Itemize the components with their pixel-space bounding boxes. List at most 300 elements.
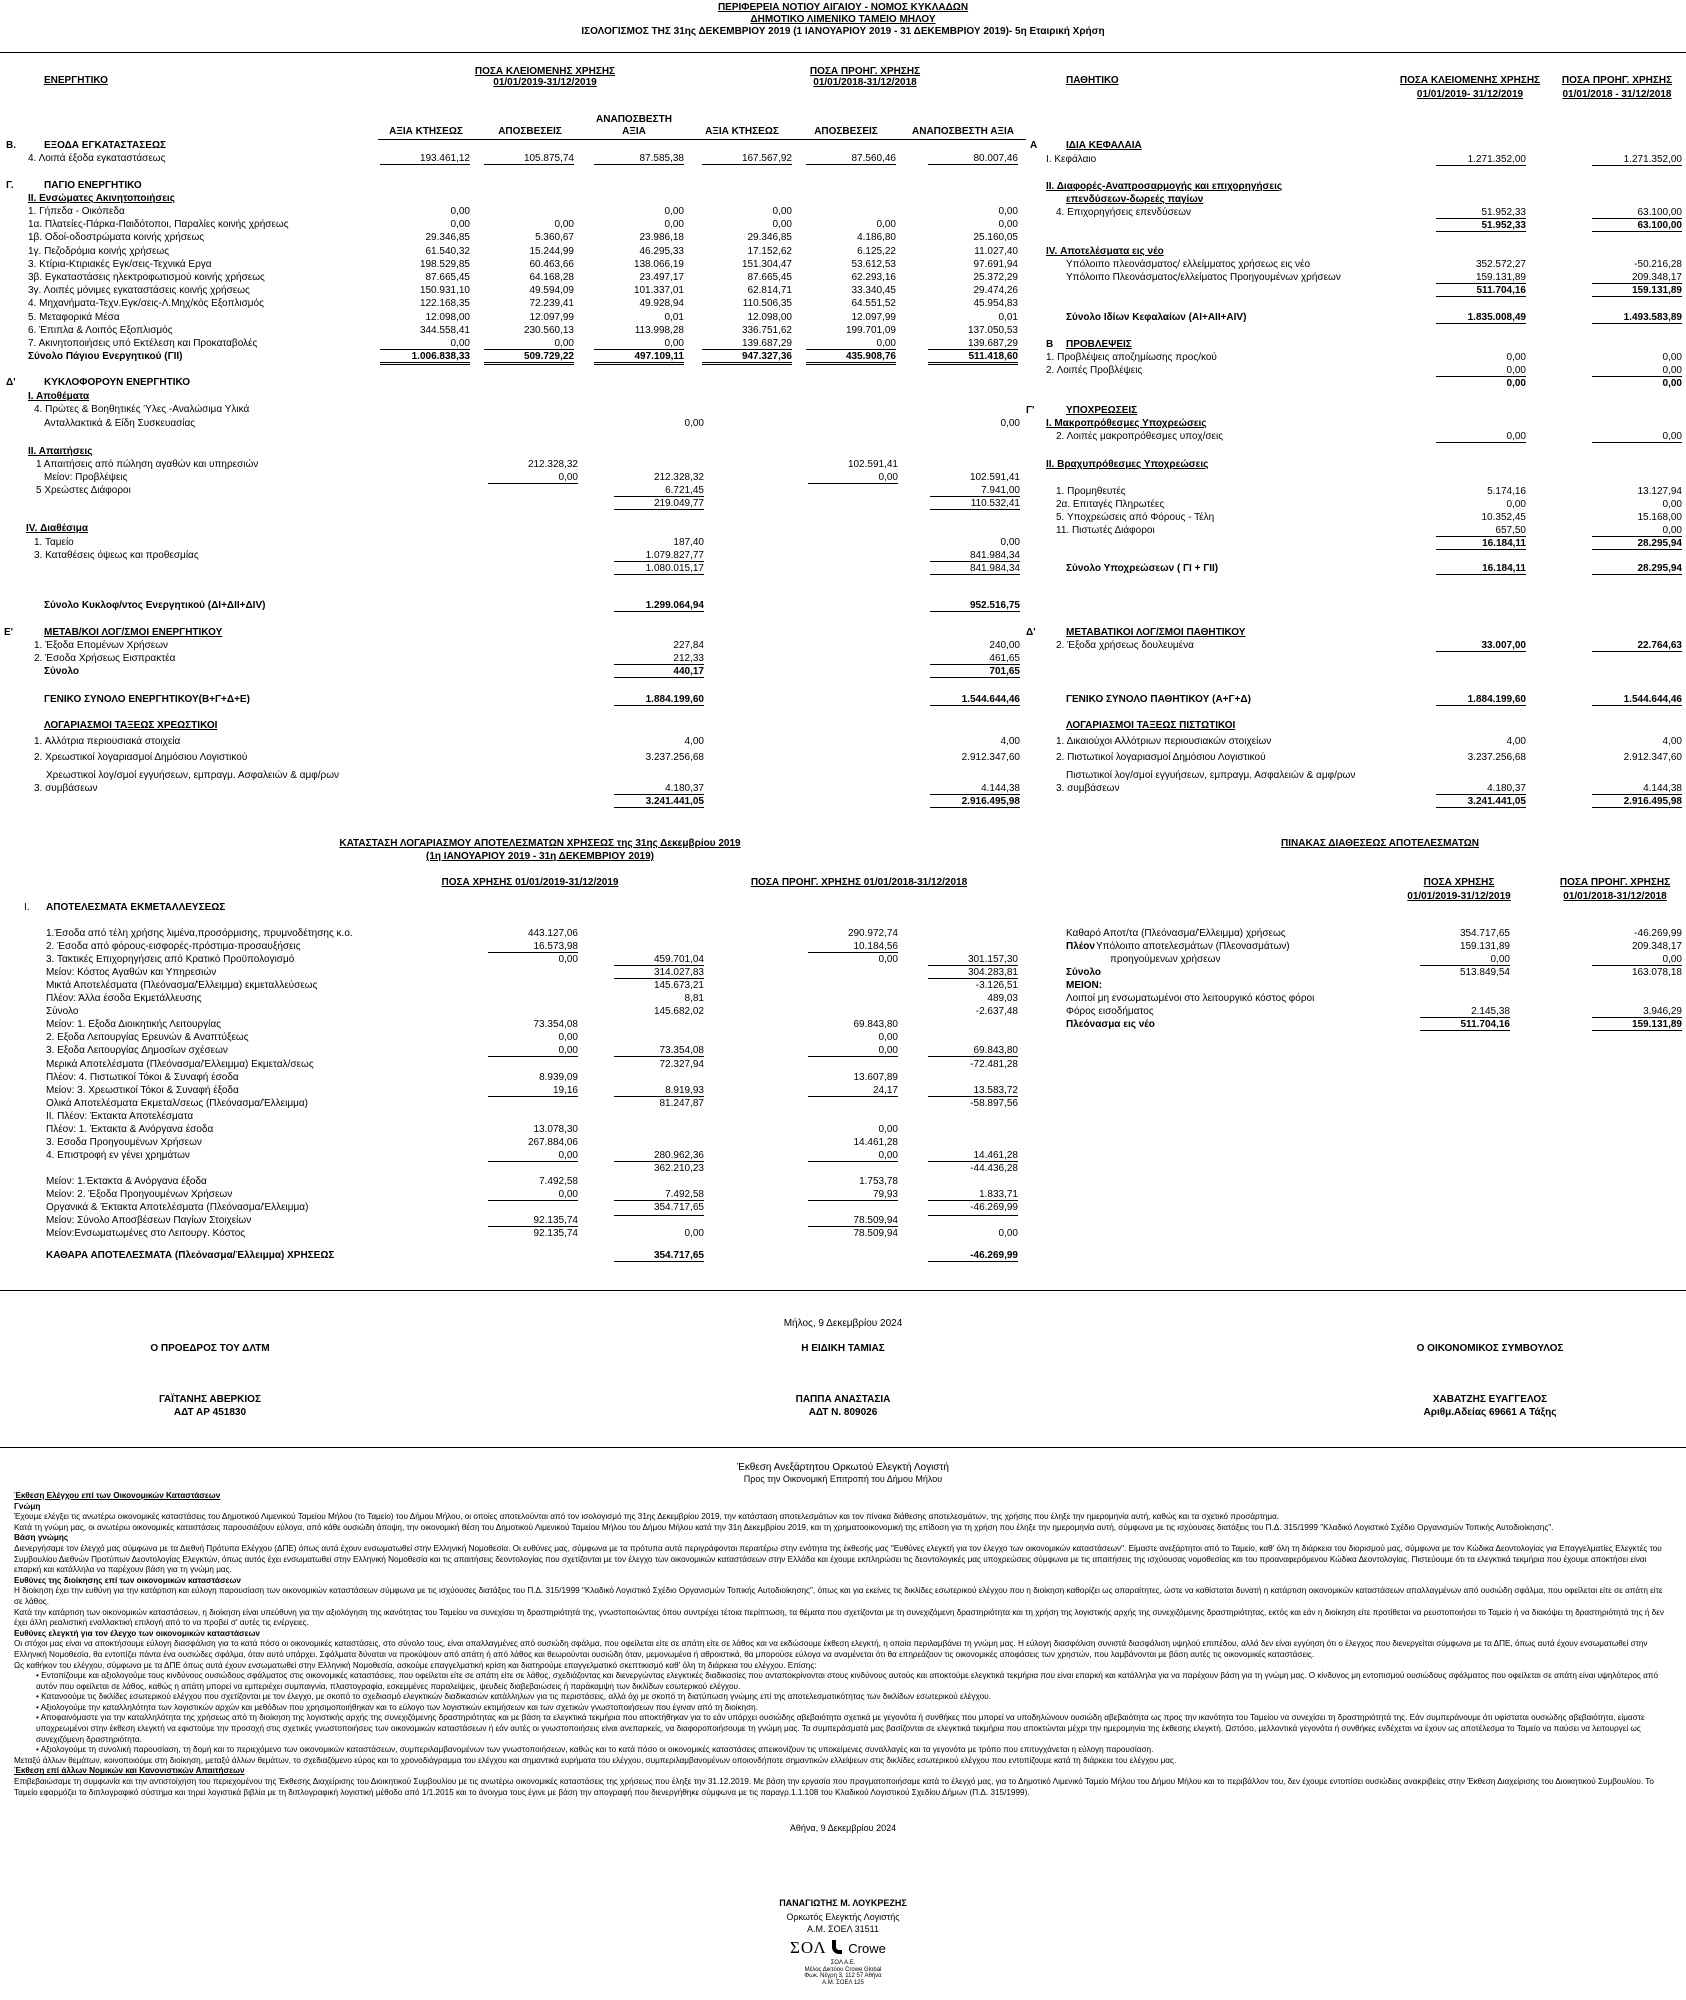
audit-heading: Βάση γνώμης bbox=[14, 1533, 69, 1543]
memo-debit-row3a: Χρεωστικοί λογ/σμοί εγγυήσεων, εμπραγμ. Ασφαλειών & αμφ/ρων bbox=[46, 770, 340, 781]
dist-row8-cur: 511.704,16 bbox=[1420, 1019, 1510, 1031]
asset-row-label: 1γ. Πεζοδρόμια κοινής χρήσεως bbox=[28, 246, 170, 257]
income-row-cur-a: 0,00 bbox=[488, 1150, 578, 1162]
sign-place-date: Μήλος, 9 Δεκεμβρίου 2024 bbox=[783, 1318, 903, 1329]
short-term-row-prev: 0,00 bbox=[1592, 525, 1682, 537]
provisions-row2: 2. Λοιπές Προβλέψεις bbox=[1046, 365, 1143, 376]
asset-row-value: 138.066,19 bbox=[633, 259, 684, 270]
current-assets-total-label: Σύνολο Κυκλοφ/ντος Ενεργητικού (ΔΙ+ΔΙΙ+ΔΙV) bbox=[44, 600, 266, 611]
memo-debit-row3-prev: 4.144,38 bbox=[930, 783, 1020, 795]
asset-row-value: 1.006.838,33 bbox=[380, 351, 470, 365]
audit-paragraph: Η διοίκηση έχει την ευθύνη για την κατάρτιση και εύλογη παρουσίαση των οικονομικών καταστάσεων σύμφωνα με τις ισχύουσες διατάξεις του Π.Δ. 315/1999 "Κλαδικό Λογιστικό Σχέδιο Οργανισμών Τοπικής Αυτοδιοίκησης", όπως και για εκείνες τις δικλίδες εσωτερικού ελέγχου που η διοίκηση καθορίζει ως απαραίτητες, ώστε να καθίσταται δυνατή η κατάρτιση οικονομικών καταστάσεων απαλλαγμένων από ουσιώδη σφάλμα, που οφείλεται είτε σε απάτη είτε σε λάθος. bbox=[14, 1586, 1663, 1606]
current-assets-total-prev: 952.516,75 bbox=[930, 600, 1020, 612]
income-row-label: Μείον: 1. Εξοδα Διοικητικής Λειτουργίας bbox=[46, 1019, 221, 1030]
grand-assets-label: ΓΕΝΙΚΟ ΣΥΝΟΛΟ ΕΝΕΡΓΗΤΙΚΟΥ(Β+Γ+Δ+Ε) bbox=[44, 694, 250, 705]
asset-row-label: 1α. Πλατείες-Πάρκα-Παιδότοποι, Παραλίες κοινής χρήσεως bbox=[28, 219, 289, 230]
income-row-cur-a: 443.127,06 bbox=[527, 928, 578, 939]
memo-debit-total-cur: 3.241.441,05 bbox=[614, 796, 704, 808]
cash-total-prev: 841.984,34 bbox=[930, 563, 1020, 575]
asset-row-label: ΕΞΟΔΑ ΕΓΚΑΤΑΣΤΑΣΕΩΣ bbox=[44, 140, 166, 151]
header-line3: ΙΣΟΛΟΓΙΣΜΟΣ ΤΗΣ 31ης ΔΕΚΕΜΒΡΙΟΥ 2019 (1 ΙΑΝΟΥΑΡΙΟΥ 2019 - 31 ΔΕΚΕΜΒΡΙΟΥ 2019)- 5η Εταιρική Χρήση bbox=[581, 26, 1105, 37]
section-label: Β. bbox=[6, 140, 16, 151]
income-row-prev-b: 489,03 bbox=[987, 993, 1018, 1004]
income-row-cur-a: 19,16 bbox=[488, 1085, 578, 1097]
dist-row5: ΜΕΙΟΝ: bbox=[1066, 980, 1103, 991]
firm-logo bbox=[790, 1938, 900, 1958]
income-title1: ΚΑΤΑΣΤΑΣΗ ΛΟΓΑΡΙΑΣΜΟΥ ΑΠΟΤΕΛΕΣΜΑΤΩΝ ΧΡΗΣΕΩΣ της 31ης Δεκεμβρίου 2019 bbox=[339, 838, 741, 849]
audit-heading: Ευθύνες της διοίκησης επί των οικονομικών καταστάσεων bbox=[14, 1575, 241, 1585]
equity-total-label: Σύνολο Ιδίων Κεφαλαίων (ΑΙ+ΑΙΙ+ΑΙV) bbox=[1066, 312, 1247, 323]
dist-row3-cur: 0,00 bbox=[1420, 954, 1510, 966]
audit-bullet: • Αποφαινόμαστε για την καταλληλότητα της χρήσεως από τη διοίκηση της λογιστικής αρχής της συνεχιζόμενης δραστηριότητας και με βάση τα ελεγκτικά τεκμήρια που αποκτήθηκαν για το εάν υπάρχει ουσιώδης αβεβαιότητα σχετικά με γεγονότα ή συνθήκες που μπορεί να υποδηλώνουν ουσιώδη αβεβαιότητα ως προς την ικανότητα του Ταμείου να συνεχίσει τη δραστηριότητά της. Εάν συμπεράνουμε ότι υφίσταται ουσιώδης αβεβαιότητα, είμαστε υποχρεωμένοι στην έκθεση ελεγκτή να εφιστούμε την προσοχή στις σχετικές γνωστοποιήσεις των οικονομικών καταστάσεων ή εάν αυτές οι γνωστοποιήσεις είναι ανεπαρκείς, να διαφοροποιήσουμε τη γνώμη μας. Τα συμπεράσματά μας βασίζονται σε ελεγκτικά τεκμήρια που αποκτώνται μέχρι την ημερομηνία της έκθεσης ελεγκτή. Ωστόσο, μελλοντικά γεγονότα ή συνθήκες ενδέχεται να έχουν ως αποτέλεσμα το Ταμείο να παύσει να λειτουργεί ως συνεχιζόμενη δραστηριότητα. bbox=[36, 1713, 1645, 1744]
asset-row-value: 25.160,05 bbox=[973, 232, 1018, 243]
dist-row3-prev: 0,00 bbox=[1592, 954, 1682, 966]
income-row-cur-a: 7.492,58 bbox=[539, 1176, 578, 1187]
col-dep-cur: ΑΠΟΣΒΕΣΕΙΣ bbox=[498, 126, 562, 137]
inventory-row2: Ανταλλακτικά & Είδη Συσκευασίας bbox=[44, 418, 196, 429]
asset-row-label: ΠΑΓΙΟ ΕΝΕΡΓΗΤΙΚΟ bbox=[44, 180, 142, 191]
receivables-row2-cur-a: 0,00 bbox=[488, 472, 578, 484]
accruals-row2-cur: 212,33 bbox=[614, 653, 704, 665]
income-row-label: Πλέον: 1. Έκτακτα & Ανόργανα έσοδα bbox=[46, 1124, 214, 1135]
asset-row-value: 15.244,99 bbox=[529, 246, 574, 257]
audit-bullet: • Κατανοούμε τις δικλίδες εσωτερικού ελέγχου που σχετίζονται με τον έλεγχο, με σκοπό το σχεδιασμό ελεγκτικών διαδικασιών κατάλληλων για τις περιστάσεις, αλλά όχι με σκοπό τη διατύπωση γνώμης επί της αποτελεσματικότητας των δικλίδων εσωτερικού ελέγχου. bbox=[36, 1692, 991, 1702]
provisions-row1-cur: 0,00 bbox=[1506, 352, 1526, 363]
memo-debit-row1: 1. Αλλότρια περιουσιακά στοιχεία bbox=[34, 736, 181, 747]
income-row-prev-a: 10.184,56 bbox=[808, 941, 898, 953]
asset-row-value: 110.506,35 bbox=[742, 298, 792, 309]
income-row-cur-b: 145.682,02 bbox=[653, 1006, 704, 1017]
liab-prev-period: 01/01/2018 - 31/12/2018 bbox=[1562, 89, 1672, 100]
accruals-total-label: Σύνολο bbox=[44, 666, 80, 677]
accruals-row1-cur: 227,84 bbox=[673, 640, 704, 651]
income-section-title: ΑΠΟΤΕΛΕΣΜΑΤΑ ΕΚΜΕΤΑΛΛΕΥΣΕΩΣ bbox=[46, 902, 226, 913]
sign3-id: Αριθμ.Αδείας 69661 Α Τάξης bbox=[1423, 1407, 1557, 1418]
income-row-prev-b: 69.843,80 bbox=[928, 1045, 1018, 1057]
audit-paragraph: Ως καθήκον του ελέγχου, σύμφωνα με τα ΔΠΕ όπως αυτά έχουν ενσωματωθεί στην Ελληνική Νομοθεσία, ασκούμε επαγγελματική κρίση και διατηρούμε επαγγελματικό σκεπτικισμό καθ' όλη τη διάρκεια του ελέγχου. Επίσης: bbox=[14, 1660, 817, 1670]
short-term-row-label: 11. Πιστωτές Διάφοροι bbox=[1056, 525, 1155, 536]
firm-line: ΣΟΛ Α.Ε. bbox=[830, 1960, 856, 1966]
income-row-label: Μείον: Κόστος Αγαθών και Υπηρεσιών bbox=[46, 967, 217, 978]
asset-row-value: 139.687,29 bbox=[702, 338, 792, 350]
firm-details bbox=[760, 1960, 926, 1986]
dist-row4-cur: 513.849,54 bbox=[1459, 967, 1510, 978]
logo-text: ΣΟΛ bbox=[790, 1938, 827, 1957]
income-row-prev-b: 14.461,28 bbox=[928, 1150, 1018, 1162]
asset-row-value: 0,00 bbox=[484, 338, 574, 350]
asset-row-value: 12.098,00 bbox=[425, 312, 470, 323]
asset-row-value: 25.372,29 bbox=[973, 272, 1018, 283]
asset-row-value: 49.594,09 bbox=[529, 285, 574, 296]
asset-row-value: 0,00 bbox=[998, 219, 1018, 230]
income-row-prev-a: 14.461,28 bbox=[853, 1137, 898, 1148]
grants-row1: 4. Επιχορηγήσεις επενδύσεων bbox=[1056, 207, 1191, 218]
dist-row8: Πλεόνασμα εις νέο bbox=[1066, 1019, 1155, 1030]
col-cost-prev: ΑΞΙΑ ΚΤΗΣΕΩΣ bbox=[705, 126, 779, 137]
asset-row-value: 0,00 bbox=[772, 206, 792, 217]
equity-total-prev: 1.493.583,89 bbox=[1592, 312, 1682, 324]
prev-year-period: 01/01/2018-31/12/2018 bbox=[813, 77, 917, 88]
receivables-row3: 5 Χρεώστες Διάφοροι bbox=[36, 485, 131, 496]
asset-row-value: 17.152,62 bbox=[747, 246, 792, 257]
short-term-total-prev: 28.295,94 bbox=[1592, 538, 1682, 550]
accruals-liab-row1-cur: 33.007,00 bbox=[1436, 640, 1526, 652]
short-term-total-cur: 16.184,11 bbox=[1436, 538, 1526, 550]
sign2-role: Η ΕΙΔΙΚΗ ΤΑΜΙΑΣ bbox=[801, 1343, 885, 1354]
memo-credit-row2-prev: 2.912.347,60 bbox=[1623, 752, 1682, 763]
section-d-label: Δ' bbox=[6, 377, 16, 388]
income-row-prev-b: -46.269,99 bbox=[970, 1202, 1018, 1213]
asset-row-value: 139.687,29 bbox=[928, 338, 1018, 350]
income-row-cur-a: 0,00 bbox=[558, 1032, 578, 1043]
asset-row-value: 0,00 bbox=[772, 219, 792, 230]
prev-year-label: ΠΟΣΑ ΠΡΟΗΓ. ΧΡΗΣΗΣ bbox=[809, 66, 921, 77]
asset-row-value: 150.931,10 bbox=[419, 285, 470, 296]
dist-row1-cur: 354.717,65 bbox=[1459, 928, 1510, 939]
memo-credit-row3-prev: 4.144,38 bbox=[1592, 783, 1682, 795]
col-net-cur-bottom: ΑΞΙΑ bbox=[622, 126, 646, 137]
asset-row-value: 509.729,22 bbox=[484, 351, 574, 365]
income-row-cur-b: 8.919,93 bbox=[614, 1085, 704, 1097]
sign1-role: Ο ΠΡΟΕΔΡΟΣ ΤΟΥ ΔΛΤΜ bbox=[150, 1343, 270, 1354]
asset-row-value: 53.612,53 bbox=[851, 259, 896, 270]
grand-liab-prev: 1.544.644,46 bbox=[1592, 694, 1682, 706]
memo-debit-row1-cur: 4,00 bbox=[684, 736, 704, 747]
income-row-prev-b: -72.481,28 bbox=[970, 1059, 1018, 1070]
dist-prev-period: 01/01/2018-31/12/2018 bbox=[1563, 891, 1667, 902]
asset-row-value: 6.125,22 bbox=[857, 246, 896, 257]
firm-line: Α.Μ. ΣΟΕΛ 125 bbox=[822, 1979, 864, 1986]
dist-row1-prev: -46.269,99 bbox=[1634, 928, 1682, 939]
grand-liab-cur: 1.884.199,60 bbox=[1436, 694, 1526, 706]
dist-row4: Σύνολο bbox=[1066, 967, 1102, 978]
section-a-label: Α bbox=[1030, 140, 1038, 151]
audit-title: Έκθεση Ανεξάρτητου Ορκωτού Ελεγκτή Λογιστή bbox=[737, 1462, 949, 1473]
results-row1-cur: 352.572,27 bbox=[1475, 259, 1526, 270]
results-row1-prev: -50.216,28 bbox=[1634, 259, 1682, 270]
col-net-cur-top: ΑΝΑΠΟΣΒΕΣΤΗ bbox=[596, 114, 672, 125]
income-row-prev-a: 24,17 bbox=[808, 1085, 898, 1097]
asset-row-value: 0,01 bbox=[998, 312, 1018, 323]
dist-row6: Λοιποί μη ενσωματωμένοι στο λειτουργικό κόστος φόροι bbox=[1066, 993, 1315, 1004]
dist-prev-head: ΠΟΣΑ ΠΡΟΗΓ. ΧΡΗΣΗΣ bbox=[1559, 877, 1671, 888]
results-total-cur: 511.704,16 bbox=[1436, 285, 1526, 297]
asset-row-value: 49.928,94 bbox=[639, 298, 684, 309]
liab-cur-period: 01/01/2019- 31/12/2019 bbox=[1416, 89, 1524, 100]
asset-row-value: 23.497,17 bbox=[639, 272, 684, 283]
memo-debit-row1-prev: 4,00 bbox=[1000, 736, 1020, 747]
income-row-cur-b: 362.210,23 bbox=[653, 1163, 704, 1174]
dist-cur-head: ΠΟΣΑ ΧΡΗΣΗΣ bbox=[1423, 877, 1495, 888]
short-term-row-cur: 5.174,16 bbox=[1487, 486, 1526, 497]
equity-total-cur: 1.835.008,49 bbox=[1436, 312, 1526, 324]
accruals-liab-row1-prev: 22.764,63 bbox=[1592, 640, 1682, 652]
long-term-row1: 2. Λοιπές μακροπρόθεσμες υποχ/σεις bbox=[1056, 431, 1224, 442]
col-dep-prev: ΑΠΟΣΒΕΣΕΙΣ bbox=[814, 126, 878, 137]
asset-row-value: 122.168,35 bbox=[419, 298, 470, 309]
memo-credit-row3a: Πιστωτικοί λογ/σμοί εγγυήσεων, εμπραγμ. Ασφαλειών & αμφ/ρων bbox=[1066, 770, 1356, 781]
cash-row1-prev: 0,00 bbox=[1000, 537, 1020, 548]
asset-row-value: 45.954,83 bbox=[973, 298, 1018, 309]
receivables-row1: 1 Απαιτήσεις από πώληση αγαθών και υπηρεσιών bbox=[36, 459, 259, 470]
header-line1: ΠΕΡΙΦΕΡΕΙΑ ΝΟΤΙΟΥ ΑΙΓΑΙΟΥ - ΝΟΜΟΣ ΚΥΚΛΑΔΩΝ bbox=[717, 2, 969, 13]
grants-row1-prev: 63.100,00 bbox=[1592, 207, 1682, 219]
audit-paragraph: Έχουμε ελέγξει τις ανωτέρω οικονομικές καταστάσεις του Δημοτικού Λιμενικού Ταμείου Μήλου (το Ταμείο) του Δήμου Μήλου, οι οποίες αποτελούνται από τον ισολογισμό της 31ης Δεκεμβρίου 2019, την κατάσταση αποτελεσμάτων και τον πίνακα διάθεσης αποτελεσμάτων, της χρήσης που έληξε την ημερομηνία αυτή, καθώς και τα σχετικό προσάρτημα. bbox=[14, 1512, 1280, 1522]
asset-row-value: 0,00 bbox=[450, 206, 470, 217]
cash-title: ΙV. Διαθέσιμα bbox=[26, 523, 89, 534]
liab-cur-label: ΠΟΣΑ ΚΛΕΙΟΜΕΝΗΣ ΧΡΗΣΗΣ bbox=[1399, 75, 1541, 86]
asset-row-value: 198.529,85 bbox=[419, 259, 470, 270]
net-result-label: ΚΑΘΑΡΑ ΑΠΟΤΕΛΕΣΜΑΤΑ (Πλεόνασμα/Έλλειμμα) ΧΡΗΣΕΩΣ bbox=[46, 1250, 335, 1261]
income-row-cur-b: 354.717,65 bbox=[653, 1202, 704, 1213]
divider bbox=[378, 139, 1026, 140]
income-row-cur-a: 267.884,06 bbox=[527, 1137, 578, 1148]
income-row-cur-b: 145.673,21 bbox=[653, 980, 704, 991]
audit-bullet: • Αξιολογούμε την καταλληλότητα των λογιστικών αρχών και μεθόδων που χρησιμοποιήθηκαν και το εύλογο των λογιστικών εκτιμήσεων και των σχετικών γνωστοποιήσεων που έγιναν από τη διοίκηση. bbox=[36, 1702, 758, 1712]
memo-credit-row1-prev: 4,00 bbox=[1662, 736, 1682, 747]
asset-row-value: 511.418,60 bbox=[928, 351, 1018, 365]
asset-row-value: 5.360,67 bbox=[535, 232, 574, 243]
income-row-prev-b: -3.126,51 bbox=[975, 980, 1018, 991]
income-row-prev-b: -44.436,28 bbox=[970, 1163, 1018, 1174]
audit-paragraph: Μεταξύ άλλων θεμάτων, κοινοποιούμε στη διοίκηση, μεταξύ άλλων θεμάτων, το σχεδιαζόμενο εύρος και το χρονοδιάγραμμα του ελέγχου και σημαντικά ευρήματα του ελέγχου, συμπεριλαμβανομένων οποιονδήποτε σημαντικών ελλείψεων στις δικλίδες εσωτερικού ελέγχου που εντοπίζουμε κατά τη διάρκεια του ελέγχου μας. bbox=[14, 1755, 1177, 1765]
dist-row8-prev: 159.131,89 bbox=[1592, 1019, 1682, 1031]
dist-row4-prev: 163.078,18 bbox=[1631, 967, 1682, 978]
grants-row1-cur: 51.952,33 bbox=[1436, 207, 1526, 219]
col-net-prev: ΑΝΑΠΟΣΒΕΣΤΗ ΑΞΙΑ bbox=[912, 126, 1014, 137]
short-term-row-cur: 10.352,45 bbox=[1481, 512, 1526, 523]
asset-row-value: 0,00 bbox=[594, 338, 684, 350]
asset-row-value: 199.701,09 bbox=[845, 325, 896, 336]
distribution-title: ΠΙΝΑΚΑΣ ΔΙΑΘΕΣΕΩΣ ΑΠΟΤΕΛΕΣΜΑΤΩΝ bbox=[1281, 838, 1479, 849]
memo-credit-row3-cur: 4.180,37 bbox=[1436, 783, 1526, 795]
income-row-prev-a: 78.509,94 bbox=[853, 1228, 898, 1239]
memo-credit-row3b: 3. συμβάσεων bbox=[1056, 783, 1120, 794]
income-row-label: Μείον: 2. Έξοδα Προηγουμένων Χρήσεων bbox=[46, 1189, 233, 1200]
income-row-cur-b: 72.327,94 bbox=[659, 1059, 704, 1070]
liabilities-total-cur: 16.184,11 bbox=[1436, 563, 1526, 575]
income-row-label: 2. Έσοδα από φόρους-εισφορές-πρόστιμα-προσαυξήσεις bbox=[46, 941, 301, 952]
liab-prev-label: ΠΟΣΑ ΠΡΟΗΓ. ΧΡΗΣΗΣ bbox=[1561, 75, 1673, 86]
asset-row-value: 80.007,46 bbox=[928, 153, 1018, 165]
income-row-cur-a: 8.939,09 bbox=[539, 1072, 578, 1083]
asset-row-value: 4.186,80 bbox=[857, 232, 896, 243]
dist-cur-period: 01/01/2019-31/12/2019 bbox=[1407, 891, 1511, 902]
asset-row-value: 0,00 bbox=[554, 219, 574, 230]
asset-row-value: 151.304,47 bbox=[741, 259, 792, 270]
accruals-row2: 2. Έσοδα Χρήσεως Εισπρακτέα bbox=[34, 653, 176, 664]
memo-credit-title: ΛΟΓΑΡΙΑΣΜΟΙ ΤΑΞΕΩΣ ΠΙΣΤΩΤΙΚΟΙ bbox=[1066, 720, 1236, 731]
income-row-label: Μείον: 1.Έκτακτα & Ανόργανα έξοδα bbox=[46, 1176, 207, 1187]
sign2-name: ΠΑΠΠΑ ΑΝΑΣΤΑΣΙΑ bbox=[795, 1394, 891, 1405]
income-row-cur-a: 13.078,30 bbox=[533, 1124, 578, 1135]
divider bbox=[0, 52, 1686, 53]
income-title2: (1η ΙΑΝΟΥΑΡΙΟΥ 2019 - 31η ΔΕΚΕΜΒΡΙΟΥ 2019) bbox=[426, 851, 654, 862]
audit-paragraph: Επιβεβαιώσαμε τη συμφωνία και την αντιστοίχηση του περιεχομένου της Έκθεσης Διαχείρισης του Διοικητικού Συμβουλίου με τις ανωτέρω οικονομικές καταστάσεις της χρήσεως που έληξε την 31.12.2019. Με βάση την εργασία που πραγματοποιήσαμε κατά το έλεγχό μας, για το Δημοτικό Λιμενικό Ταμείο Μήλου του Δήμου Μήλου και το περιβάλλον του, δεν έχουμε εντοπίσει ουσιώδεις ανακριβείες στην Έκθεση Διαχείρισης του Διοικητικού Συμβουλίου. Το Ταμείο εφαρμόζει το διπλογραφικό σύστημα και τηρεί λογιστικά βιβλία με τη διπλογραφική λογιστική μέθοδο από 1/1.2015 και το άνοιγμα τους έγινε με βάση την απογραφή που διενεργήθηκε σύμφωνα με τις παραγρ.1.1.108 του Κλαδικού Λογιστικού Σχεδίου Δήμων (Π.Δ. 315/1999). bbox=[14, 1777, 1654, 1797]
memo-debit-total-prev: 2.916.495,98 bbox=[930, 796, 1020, 808]
short-term-row-cur: 0,00 bbox=[1506, 499, 1526, 510]
liabilities-title: ΥΠΟΧΡΕΩΣΕΙΣ bbox=[1066, 405, 1138, 416]
auditor-title: Ορκωτός Ελεγκτής Λογιστής bbox=[786, 1912, 900, 1922]
grants-title2: επενδύσεων-δωρεές παγίων bbox=[1066, 194, 1204, 205]
asset-row-value: 12.098,00 bbox=[747, 312, 792, 323]
divider bbox=[0, 1447, 1686, 1448]
grand-liab-label: ΓΕΝΙΚΟ ΣΥΝΟΛΟ ΠΑΘΗΤΙΚΟΥ (Α+Γ+Δ) bbox=[1066, 694, 1251, 705]
asset-row-value: 0,00 bbox=[664, 219, 684, 230]
provisions-row1-prev: 0,00 bbox=[1662, 352, 1682, 363]
income-row-cur-a: 0,00 bbox=[488, 1189, 578, 1201]
grand-assets-prev: 1.544.644,46 bbox=[930, 694, 1020, 706]
income-prev-head: ΠΟΣΑ ΠΡΟΗΓ. ΧΡΗΣΗΣ 01/01/2018-31/12/2018 bbox=[750, 877, 968, 888]
asset-row-value: 497.109,11 bbox=[594, 351, 684, 365]
col-cost-cur: ΑΞΙΑ ΚΤΗΣΕΩΣ bbox=[389, 126, 463, 137]
receivables-row3-cur: 6.721,45 bbox=[614, 485, 704, 497]
crowe-mark-icon bbox=[832, 1940, 842, 1954]
audit-heading: Ευθύνες ελεγκτή για τον έλεγχο των οικονομικών καταστάσεων bbox=[14, 1628, 260, 1638]
income-row-label: Οργανικά & Έκτακτα Αποτελέσματα (Πλεόνασμα/Έλλειμμα) bbox=[46, 1202, 309, 1213]
current-assets-title: ΚΥΚΛΟΦΟΡΟΥΝ ΕΝΕΡΓΗΤΙΚΟ bbox=[44, 377, 191, 388]
income-row-prev-a: 1.753,78 bbox=[859, 1176, 898, 1187]
results-row1: Υπόλοιπο πλεονάσματος/ ελλείμματος χρήσεως εις νέο bbox=[1066, 259, 1311, 270]
current-assets-total-cur: 1.299.064,94 bbox=[614, 600, 704, 612]
asset-row-value: 64.551,52 bbox=[851, 298, 896, 309]
asset-row-value: 167.567,92 bbox=[702, 153, 792, 165]
asset-row-value: 11.027,40 bbox=[974, 246, 1018, 257]
asset-row-value: 101.337,01 bbox=[633, 285, 684, 296]
income-cur-head: ΠΟΣΑ ΧΡΗΣΗΣ 01/01/2019-31/12/2019 bbox=[441, 877, 619, 888]
income-row-prev-b: 0,00 bbox=[998, 1228, 1018, 1239]
short-term-row-prev: 15.168,00 bbox=[1637, 512, 1682, 523]
asset-row-label: 3γ. Λοιπές μόνιμες εγκαταστάσεις κοινής χρήσεως bbox=[28, 285, 250, 296]
income-row-label: 3. Εξοδα Λειτουργίας Δημοσίων σχέσεων bbox=[46, 1045, 228, 1056]
memo-debit-title: ΛΟΓΑΡΙΑΣΜΟΙ ΤΑΞΕΩΣ ΧΡΕΩΣΤΙΚΟΙ bbox=[44, 720, 218, 731]
receivables-row3-prev: 7.941,00 bbox=[930, 485, 1020, 497]
dist-row2-prev: 209.348,17 bbox=[1631, 941, 1682, 952]
receivables-total-cur: 219.049,77 bbox=[614, 498, 704, 510]
dist-row7-prev: 3.946,29 bbox=[1592, 1006, 1682, 1018]
asset-row-value: 344.558,41 bbox=[419, 325, 470, 336]
short-term-row-label: 2α. Επιταγές Πληρωτέες bbox=[1056, 499, 1165, 510]
liabilities-total-prev: 28.295,94 bbox=[1592, 563, 1682, 575]
audit-paragraph: Κατά τη γνώμη μας, οι ανωτέρω οικονομικές καταστάσεις παρουσιάζουν εύλογα, από κάθε ουσιώδη άποψη, την οικονομική θέση του Δημοτικού Λιμενικού Ταμείου Μήλου του Δήμου Μήλου κατά την 31η Δεκεμβρίου 2019, και τη χρηματοοικονομική της επίδοση για τη χρήση που έληξε την ημερομηνία αυτή, σύμφωνα με τις ισχύουσες διατάξεις του Π.Δ. 315/1999 "Κλαδικό Λογιστικό Σχέδιο Οργανισμών Τοπικής Αυτοδιοίκησης". bbox=[14, 1522, 1554, 1532]
asset-row-label: 4. Μηχανήματα-Τεχν.Εγκ/σεις-Λ.Μηχ/κός Εξοπλισμός bbox=[28, 298, 264, 309]
income-row-label: Μείον: Σύνολο Αποσβέσεων Παγίων Στοιχείων bbox=[46, 1215, 252, 1226]
memo-credit-total-prev: 2.916.495,98 bbox=[1592, 796, 1682, 808]
section-e-label: Ε' bbox=[4, 627, 14, 638]
income-row-label: Πλέον: 4. Πιστωτικοί Τόκοι & Συναφή έσοδα bbox=[46, 1072, 239, 1083]
accruals-liab-row1: 2. Έξοδα χρήσεως δουλευμένα bbox=[1056, 640, 1194, 651]
income-row-cur-b: 73.354,08 bbox=[614, 1045, 704, 1057]
asset-row-label: 6. Έπιπλα & Λοιπός Εξοπλισμός bbox=[28, 325, 173, 336]
income-row-prev-a: 0,00 bbox=[808, 1150, 898, 1162]
income-row-label: 4. Επιστροφή εν γένει χρημάτων bbox=[46, 1150, 190, 1161]
section-label: Γ. bbox=[6, 180, 14, 191]
sign2-id: ΑΔΤ Ν. 809026 bbox=[808, 1407, 878, 1418]
asset-row-value: 87.665,45 bbox=[425, 272, 470, 283]
income-row-cur-b bbox=[614, 1215, 704, 1216]
income-row-prev-a: 0,00 bbox=[878, 1032, 898, 1043]
income-row-cur-a: 0,00 bbox=[558, 954, 578, 965]
dist-row2-cur: 159.131,89 bbox=[1459, 941, 1510, 952]
asset-row-value: 0,01 bbox=[664, 312, 684, 323]
receivables-title: ΙΙ. Απαιτήσεις bbox=[28, 446, 93, 457]
dist-row7-cur: 2.145,38 bbox=[1420, 1006, 1510, 1018]
long-term-title: Ι. Μακροπρόθεσμες Υποχρεώσεις bbox=[1046, 418, 1207, 429]
asset-row-value: 113.998,28 bbox=[634, 325, 684, 336]
accruals-row2-prev: 461,65 bbox=[930, 653, 1020, 665]
income-row-prev-b bbox=[928, 1215, 1018, 1216]
income-row-cur-b: 8,81 bbox=[684, 993, 704, 1004]
asset-row-value: 72.239,41 bbox=[529, 298, 574, 309]
cash-row2-cur: 1.079.827,77 bbox=[614, 550, 704, 562]
memo-credit-row1-cur: 4,00 bbox=[1506, 736, 1526, 747]
asset-row-value: 230.560,13 bbox=[523, 325, 574, 336]
income-row-prev-a: 78.509,94 bbox=[808, 1215, 898, 1227]
income-row-cur-b: 0,00 bbox=[684, 1228, 704, 1239]
provisions-row2-cur: 0,00 bbox=[1436, 365, 1526, 377]
memo-debit-row3-cur: 4.180,37 bbox=[614, 783, 704, 795]
inventory-row1: 4. Πρώτες & Βοηθητικές Ύλες -Αναλώσιμα Υλικά bbox=[34, 404, 250, 415]
liab-title: ΠΑΘΗΤΙΚΟ bbox=[1066, 75, 1119, 86]
sign3-name: ΧΑΒΑΤΖΗΣ ΕΥΑΓΓΕΛΟΣ bbox=[1432, 1394, 1548, 1405]
asset-row-value: 87.585,38 bbox=[594, 153, 684, 165]
audit-paragraph: Διενεργήσαμε τον έλεγχό μας σύμφωνα με τα Διεθνή Πρότυπα Ελέγχου (ΔΠΕ) όπως αυτά έχουν ενσωματωθεί στην Ελληνική Νομοθεσία. Οι ευθύνες μας, σύμφωνα με τα πρότυπα αυτά περιγράφονται περαιτέρω στην ενότητα της έκθεσής μας "Ευθύνες ελεγκτή για τον έλεγχο των οικονομικών καταστάσεων". Είμαστε ανεξάρτητοι από το Ταμείο, καθ' όλη τη διάρκεια του διορισμού μας, σύμφωνα με τον Κώδικα Δεοντολογίας για Επαγγελματίες Ελεγκτές του Συμβουλίου Διεθνών Προτύπων Δεοντολογίας Ελεγκτών, όπως αυτός έχει ενσωματωθεί στην Ελληνική Νομοθεσία και τις απαιτήσεις δεοντολογίας που σχετίζονται με τον έλεγχο των οικονομικών καταστάσεων στην Ελλάδα και έχουμε εκπληρώσει τις δεοντολογικές μας υποχρεώσεις σύμφωνα με τις απαιτήσεις της ισχύουσας νομοθεσίας και του προαναφερόμενου Κώδικα Δεοντολογίας. Πιστεύουμε ότι τα ελεγκτικά τεκμήρια που έχουμε αποκτήσει είναι επαρκή και κατάλληλα να παρέχουν βάση για τη γνώμη μας. bbox=[14, 1543, 1662, 1575]
asset-row-label: 4. Λοιπά έξοδα εγκαταστάσεως bbox=[28, 153, 166, 164]
asset-row-value: 0,00 bbox=[806, 338, 896, 350]
receivables-row2-prev-b: 102.591,41 bbox=[969, 472, 1020, 483]
sign1-name: ΓΑΪΤΑΝΗΣ ΑΒΕΡΚΙΟΣ bbox=[159, 1394, 261, 1405]
audit-place-date: Αθήνα, 9 Δεκεμβρίου 2024 bbox=[789, 1823, 897, 1833]
dist-row3: προηγούμενων χρήσεων bbox=[1110, 954, 1221, 965]
cash-total-cur: 1.080.015,17 bbox=[614, 563, 704, 575]
results-total-prev: 159.131,89 bbox=[1592, 285, 1682, 297]
logo-brand: Crowe bbox=[848, 1941, 886, 1956]
auditor-name: ΠΑΝΑΓΙΩΤΗΣ Μ. ΛΟΥΚΡΕΖΗΣ bbox=[779, 1898, 907, 1908]
provisions-total-cur: 0,00 bbox=[1506, 378, 1526, 389]
income-row-label: Ολικά Αποτελέσματα Εκμεταλ/σεως (Πλεόνασμα/Έλλειμμα) bbox=[46, 1098, 308, 1109]
memo-credit-row2: 2. Πιστωτικοί λογαριασμοί Δημόσιου Λογιστικού bbox=[1056, 752, 1266, 763]
income-row-label: ΙΙ. Πλέον: Έκτακτα Αποτελέσματα bbox=[46, 1111, 194, 1122]
asset-row-label: 1β. Οδοί-οδοστρώματα κοινής χρήσεως bbox=[28, 232, 205, 243]
asset-row-label: 1. Γήπεδα - Οικόπεδα bbox=[28, 206, 125, 217]
income-row-cur-b: 280.962,36 bbox=[614, 1150, 704, 1162]
income-row-prev-a: 0,00 bbox=[878, 954, 898, 965]
capital-prev: 1.271.352,00 bbox=[1592, 154, 1682, 166]
asset-row-value: 0,00 bbox=[998, 206, 1018, 217]
short-term-title: ΙΙ. Βραχυπρόθεσμες Υποχρεώσεις bbox=[1046, 459, 1209, 470]
asset-row-value: 46.295,33 bbox=[639, 246, 684, 257]
results-row2: Υπόλοιπο Πλεονάσματος/ελλείματος Προηγουμένων χρήσεων bbox=[1066, 272, 1341, 283]
asset-row-value: 29.474,26 bbox=[973, 285, 1018, 296]
inventory-cur: 0,00 bbox=[684, 418, 704, 429]
memo-debit-row3b: 3. συμβάσεων bbox=[34, 783, 98, 794]
asset-row-value: 435.908,76 bbox=[806, 351, 896, 365]
memo-debit-row2: 2. Χρεωστικοί λογαριασμοί Δημόσιου Λογιστικού bbox=[34, 752, 248, 763]
header-line2: ΔΗΜΟΤΙΚΟ ΛΙΜΕΝΙΚΟ ΤΑΜΕΙΟ ΜΗΛΟΥ bbox=[750, 14, 936, 25]
income-row-cur-b: 314.027,83 bbox=[614, 967, 704, 979]
long-term-row1-prev: 0,00 bbox=[1592, 431, 1682, 443]
accruals-total-cur: 440,17 bbox=[614, 666, 704, 678]
liabilities-total-label: Σύνολο Υποχρεώσεων ( ΓΙ + ΓΙΙ) bbox=[1066, 563, 1219, 574]
audit-paragraph: Κατά την κατάρτιση των οικονομικών καταστάσεων, η διοίκηση είναι υπεύθυνη για την αξιολόγηση της ικανότητας του Ταμείου να συνεχίσει τη δραστηριότητά της, γνωστοποιώντας όπου συντρέχει τέτοια περίπτωση, τα θέματα που σχετίζονται με τη συνεχιζόμενη δραστηριότητα και τη χρήση της λογιστικής αρχής της συνεχιζόμενης δραστηριότητας, εκτός και εάν η διοίκηση είτε προτίθεται να ρευστοποιήσει το Ταμείο ή να διακόψει τη δραστηριότητά της ή δεν έχει άλλη ρεαλιστική εναλλακτική επιλογή από το να προβεί σ' αυτές τις ενέργειες. bbox=[14, 1607, 1664, 1628]
equity-title: ΙΔΙΑ ΚΕΦΑΛΑΙΑ bbox=[1066, 140, 1142, 151]
audit-heading: Έκθεση Ελέγχου επί των Οικονομικών Καταστάσεων bbox=[14, 1491, 221, 1500]
asset-row-value: 33.340,45 bbox=[851, 285, 896, 296]
income-row-prev-b: -58.897,56 bbox=[970, 1098, 1018, 1109]
asset-row-value: 0,00 bbox=[664, 206, 684, 217]
cash-row1: 1. Ταμείο bbox=[34, 537, 74, 548]
firm-line: Μέλος Δικτύου Crowe Global bbox=[804, 1966, 882, 1973]
